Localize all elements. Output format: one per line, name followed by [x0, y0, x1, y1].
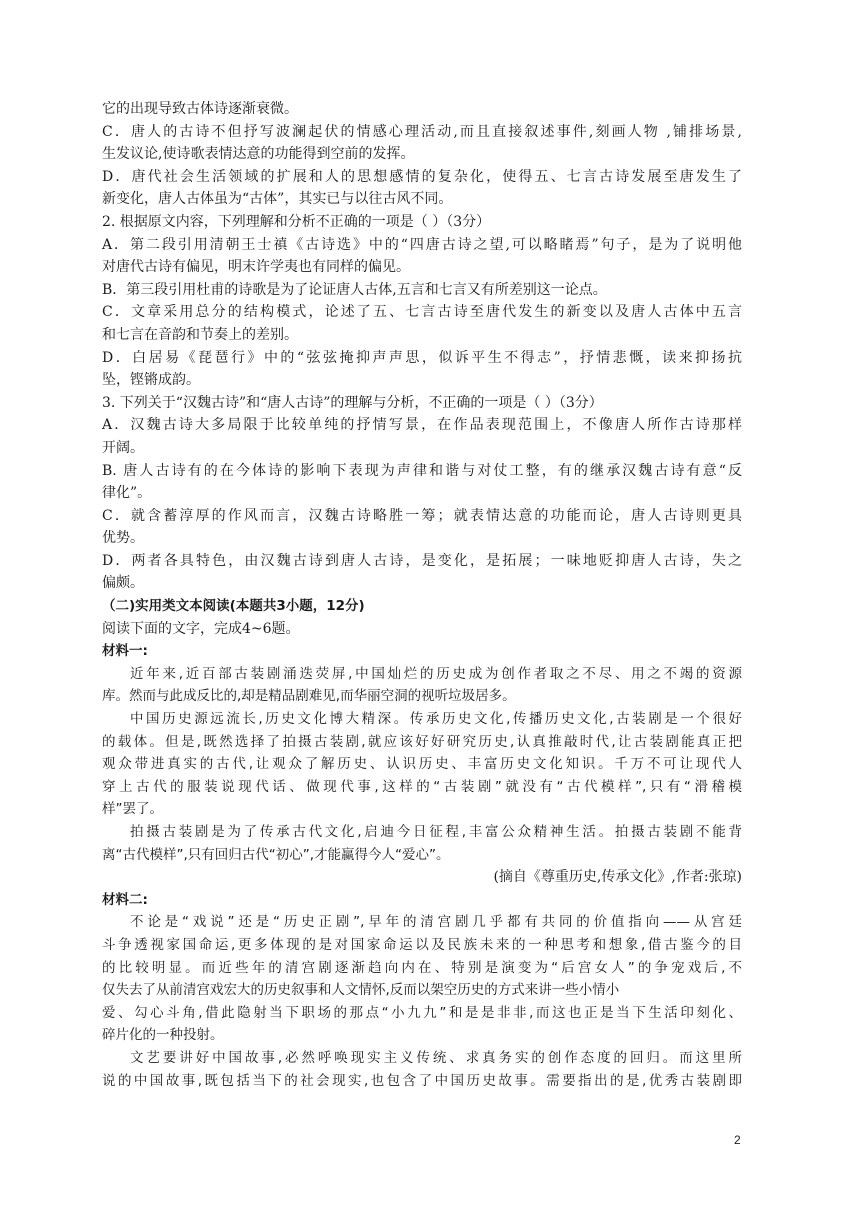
- text-line: （二)实用类文本阅读(本题共3小题，12分): [102, 598, 365, 615]
- text-line: 的载体。但是,既然选择了拍摄古装剧,就应该好好研究历史,认真推敲时代,让古装剧能真正把: [102, 733, 742, 750]
- text-line: 仅失去了从前清宫戏宏大的历史叙事和人文情怀,反而以架空历史的方式来讲一些小情小: [102, 982, 620, 999]
- text-line: 文艺要讲好中国故事,必然呼唤现实主义传统、求真务实的创作态度的回归。而这里所: [130, 1049, 742, 1066]
- text-line: 优势。: [102, 530, 144, 547]
- text-line: 3. 下列关于“汉魏古诗”和“唐人古诗”的理解与分析，不正确的一项是（ ）（3分）: [102, 394, 603, 411]
- text-line: 偏颇。: [102, 575, 144, 592]
- text-line: 说的中国故事,既包括当下的社会现实,也包含了中国历史故事。需要指出的是,优秀古装剧即: [102, 1072, 742, 1089]
- text-line: 新变化，唐人古体虽为“古体”，其实已与以往古风不同。: [102, 191, 453, 208]
- text-line: 样”罢了。: [102, 801, 163, 818]
- text-line: B. 唐人古诗有的在今体诗的影响下表现为声律和谐与对仗工整，有的继承汉魏古诗有意“反: [102, 462, 742, 479]
- text-line: 碎片化的一种投射。: [102, 1027, 224, 1044]
- text-line: 斗争透视家国命运,更多体现的是对国家命运以及民族未来的一种思考和想象,借古鉴今的目: [102, 936, 742, 953]
- text-line: 离“古代模样”,只有回归古代“初心”,才能赢得今人“爱心”。: [102, 846, 450, 863]
- text-line: 2. 根据原文内容，下列理解和分析不正确的一项是（ ）（3分）: [102, 213, 491, 230]
- text-line: 近年来,近百部古装剧涌迭荧屏,中国灿烂的历史成为创作者取之不尽、用之不竭的资源: [130, 665, 742, 682]
- text-line: 爱、勾心斗角,借此隐射当下职场的那点“小九九”和是是非非,而这也正是当下生活印刻化、: [102, 1004, 742, 1021]
- text-line: 开阔。: [102, 439, 144, 456]
- text-line: 坠，铿锵成韵。: [102, 372, 200, 389]
- text-line: 它的出现导致古体诗逐渐衰微。: [102, 101, 298, 117]
- text-line: 阅读下面的文字，完成4~6题。: [102, 620, 300, 637]
- text-line: A．第二段引用清朝王士禛《古诗选》中的“四唐古诗之望,可以略睹焉”句子，是为了说明他: [102, 236, 742, 253]
- text-line: C．就含蓄淳厚的作风而言，汉魏古诗略胜一筹；就表情达意的功能而论，唐人古诗则更具: [102, 507, 742, 524]
- text-line: 的比较明显。而近些年的清宫剧逐渐趋向内在、特别是演变为“后宫女人”的争宠戏后,不: [102, 959, 742, 976]
- text-line: 和七言在音韵和节奏上的差别。: [102, 326, 298, 343]
- text-line: C．文章采用总分的结构模式，论述了五、七言古诗至唐代发生的新变以及唐人古体中五言: [102, 304, 742, 321]
- page-number: 2: [734, 1133, 741, 1147]
- text-line: 材料一:: [102, 643, 148, 660]
- text-line: 中国历史源远流长,历史文化博大精深。传承历史文化,传播历史文化,古装剧是一个很好: [130, 711, 742, 728]
- text-line: 律化”。: [102, 485, 152, 502]
- document-body: [102, 98, 742, 1092]
- text-line: 穿上古代的服装说现代话、做现代事,这样的“古装剧”就没有“古代模样”,只有“滑稽模: [102, 778, 742, 795]
- text-line: 观众带进真实的古代,让观众了解历史、认识历史、丰富历史文化知识。千万不可让现代人: [102, 756, 742, 773]
- text-line: 材料二:: [102, 891, 148, 908]
- text-line: D．唐代社会生活领域的扩展和人的思想感情的复杂化，使得五、七言古诗发展至唐发生了: [102, 168, 742, 185]
- text-line: B．第三段引用杜甫的诗歌是为了论证唐人古体,五言和七言又有所差别这一论点。: [102, 281, 607, 298]
- text-line: 生发议论,使诗歌表情达意的功能得到空前的发挥。: [102, 146, 415, 163]
- text-line: D．白居易《琵琶行》中的“弦弦掩抑声声思，似诉平生不得志”，抒情悲慨，读来抑扬抗: [102, 349, 742, 366]
- text-line: 拍摄古装剧是为了传承古代文化,启迪今日征程,丰富公众精神生活。拍摄古装剧不能背: [130, 824, 742, 840]
- text-line: D．两者各具特色，由汉魏古诗到唐人古诗，是变化，是拓展；一味地贬抑唐人古诗，失之: [102, 552, 742, 569]
- text-line: 不论是“戏说”还是“历史正剧”,早年的清宫剧几乎都有共同的价值指向——从宫廷: [130, 914, 742, 931]
- text-line: C．唐人的古诗不但抒写波澜起伏的情感心理活动,而且直接叙述事件,刻画人物 ,铺排场景,: [102, 123, 742, 140]
- text-line: (摘自《尊重历史,传承文化》,作者:张琼): [493, 869, 742, 886]
- text-line: A．汉魏古诗大多局限于比较单纯的抒情写景，在作品表现范围上，不像唐人所作古诗那样: [102, 417, 742, 434]
- text-line: 库。然而与此成反比的,却是精品剧难见,而华丽空洞的视听垃圾居多。: [102, 688, 516, 705]
- text-line: 对唐代古诗有偏见，明末许学夷也有同样的偏见。: [102, 259, 410, 276]
